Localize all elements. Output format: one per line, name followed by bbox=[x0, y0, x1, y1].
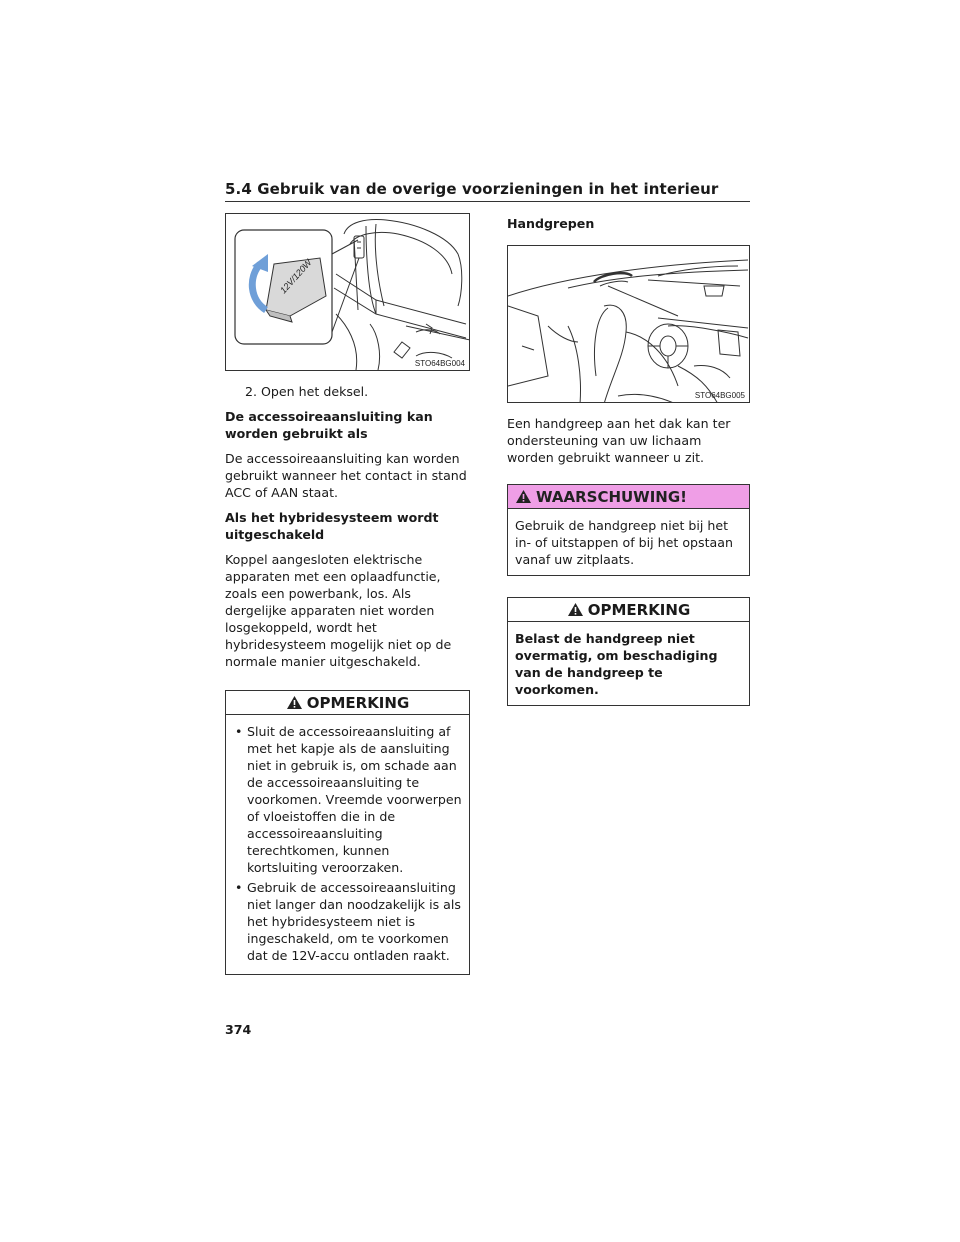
left-column bbox=[225, 213, 470, 975]
warning-box bbox=[507, 484, 750, 576]
notice-body bbox=[508, 622, 749, 705]
warning-header bbox=[508, 485, 749, 509]
console-seat-drawing bbox=[226, 214, 470, 371]
paragraph-when-usable: De accessoireaansluiting kan worden gebruikt wanneer het contact in stand ACC of AAN staat. bbox=[225, 451, 467, 500]
socket-rating-label: 12V/120W bbox=[278, 257, 314, 296]
grab-handle-illustration bbox=[507, 245, 750, 403]
notice-header bbox=[508, 598, 749, 622]
notice-text: Belast de handgreep niet overmatig, om beschadiging van de handgreep te voorkomen. bbox=[515, 631, 718, 697]
warning-triangle-icon bbox=[567, 602, 584, 617]
figure-code: STO64BG005 bbox=[694, 391, 745, 400]
right-column bbox=[507, 213, 750, 706]
notice-item: • Sluit de accessoireaansluiting af met het kapje als de aansluiting niet in gebruik is, om schade aan de accessoireaansluiting te voorkomen. Vreemde voorwerpen of vloeistoffen die in de accessoireaansluiting terechtkomen, kunnen kortsluiting veroorzaken. bbox=[233, 723, 462, 876]
heading-system-off: Als het hybridesysteem wordt uitgeschakeld bbox=[225, 510, 439, 542]
step-text: 2. Open het deksel. bbox=[245, 384, 369, 399]
figure-code: STO64BG004 bbox=[414, 359, 465, 368]
notice-title: OPMERKING bbox=[306, 693, 410, 712]
notice-box bbox=[507, 597, 750, 706]
notice-header bbox=[226, 691, 469, 715]
accessory-socket-illustration bbox=[225, 213, 470, 371]
notice-box bbox=[225, 690, 470, 975]
paragraph-handgrepen: Een handgreep aan het dak kan ter ondersteuning van uw lichaam worden gebruikt wanneer u zit. bbox=[507, 416, 731, 465]
warning-body bbox=[508, 509, 749, 575]
section-title: 5.4 Gebruik van de overige voorzieningen in het interieur bbox=[225, 180, 750, 202]
notice-item: • Gebruik de accessoireaansluiting niet langer dan noodzakelijk is als het hybridesysteem niet is ingeschakeld, om te voorkomen dat de 12V-accu ontladen raakt. bbox=[233, 879, 462, 964]
warning-triangle-icon bbox=[286, 695, 303, 710]
page-number: 374 bbox=[225, 1022, 252, 1037]
warning-triangle-icon bbox=[515, 489, 532, 504]
heading-when-usable: De accessoireaansluiting kan worden gebruikt als bbox=[225, 409, 433, 441]
heading-handgrepen: Handgrepen bbox=[507, 216, 595, 231]
notice-body bbox=[226, 715, 469, 974]
warning-text: Gebruik de handgreep niet bij het in- of uitstappen of bij het opstaan vanaf uw zitplaats. bbox=[515, 518, 733, 567]
notice-title: OPMERKING bbox=[587, 600, 691, 619]
paragraph-system-off: Koppel aangesloten elektrische apparaten met een oplaadfunctie, zoals een powerbank, los. Als dergelijke apparaten niet worden losgekoppeld, wordt het hybridesysteem mogelijk niet op de normale manier uitgeschakeld. bbox=[225, 552, 452, 669]
warning-title: WAARSCHUWING! bbox=[536, 487, 688, 506]
cabin-interior-drawing bbox=[508, 246, 750, 403]
